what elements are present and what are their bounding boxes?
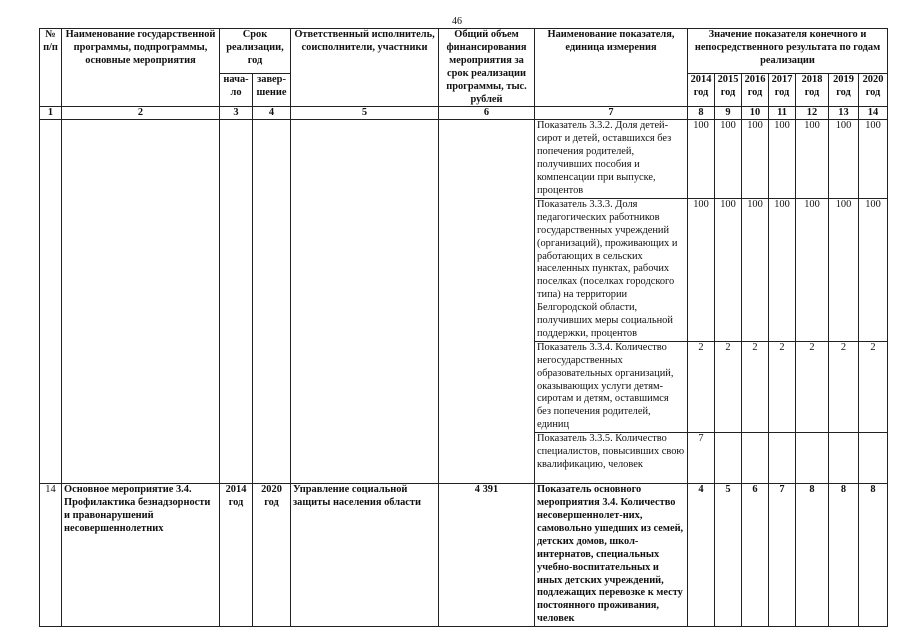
indicator-value: 2 <box>742 341 769 432</box>
activity-name: Основное мероприятие 3.4. Профилактика безнадзорности и правонарушений несовершеннолетних <box>62 484 220 627</box>
indicator-value: 8 <box>796 484 829 627</box>
indicator-value: 2 <box>859 341 888 432</box>
header-indicator: Наименование показателя, единица измерения <box>535 29 688 107</box>
indicator-value <box>715 433 742 484</box>
column-number: 9 <box>715 107 742 120</box>
indicator-value <box>829 433 859 484</box>
header-year: 2017 год <box>769 73 796 107</box>
column-number: 10 <box>742 107 769 120</box>
indicator-value: 5 <box>715 484 742 627</box>
program-table <box>39 28 888 627</box>
indicator-value: 7 <box>688 433 715 484</box>
empty-cell <box>253 120 291 484</box>
indicator-value: 2 <box>715 341 742 432</box>
header-end: завер-шение <box>253 73 291 107</box>
indicator-value: 6 <box>742 484 769 627</box>
indicator-value: 2 <box>796 341 829 432</box>
indicator-value: 100 <box>796 198 829 341</box>
indicator-text: Показатель 3.3.3. Доля педагогических работников государственных учреждений (организаций), проживающих и работающих в сельских населенных пунктах, рабочих поселках (поселках городского типа) на территории Белгородской области, получивших меры социальной поддержки, процентов <box>535 198 688 341</box>
indicator-value: 2 <box>829 341 859 432</box>
indicator-value: 2 <box>769 341 796 432</box>
header-year: 2020 год <box>859 73 888 107</box>
row-number: 14 <box>40 484 62 627</box>
indicator-value: 100 <box>796 120 829 198</box>
indicator-value: 100 <box>829 198 859 341</box>
indicator-value: 4 <box>688 484 715 627</box>
indicator-value: 100 <box>859 120 888 198</box>
indicator-value <box>742 433 769 484</box>
end-year: 2020 год <box>253 484 291 627</box>
column-number: 6 <box>439 107 535 120</box>
indicator-value: 7 <box>769 484 796 627</box>
header-term: Срок реализации, год <box>220 29 291 74</box>
indicator-text: Показатель 3.3.4. Количество негосударственных образовательных организаций, оказывающих услуги детям-сиротам и детям, оставшимся без попечения родителей, единиц <box>535 341 688 432</box>
main-activity-row <box>40 484 888 627</box>
indicator-value <box>796 433 829 484</box>
indicator-text: Показатель основного мероприятия 3.4. Количество несовершеннолет-них, самовольно ушедших из семей, детских домов, школ-интернатов, специальных учебно-воспитательных и иных детских учреждений, подлежащих перевозке к месту постоянного проживания, человек <box>535 484 688 627</box>
page-number: 46 <box>452 16 462 27</box>
empty-cell <box>220 120 253 484</box>
column-number: 1 <box>40 107 62 120</box>
indicator-value: 8 <box>859 484 888 627</box>
header-year: 2014 год <box>688 73 715 107</box>
indicator-value: 100 <box>715 198 742 341</box>
indicator-value: 100 <box>769 198 796 341</box>
indicator-value: 100 <box>688 198 715 341</box>
indicator-value: 100 <box>829 120 859 198</box>
header-year: 2015 год <box>715 73 742 107</box>
header-values: Значение показателя конечного и непосредственного результата по годам реализации <box>688 29 888 74</box>
executor: Управление социальной защиты населения области <box>291 484 439 627</box>
indicator-value <box>859 433 888 484</box>
empty-cell <box>40 120 62 484</box>
indicator-text: Показатель 3.3.2. Доля детей-сирот и детей, оставшихся без попечения родителей, получивших пособия и компенсации при выпуске, процентов <box>535 120 688 198</box>
indicator-value: 2 <box>688 341 715 432</box>
column-number-row <box>40 107 888 120</box>
header-program-name: Наименование государственной программы, подпрограммы, основные мероприятия <box>62 29 220 107</box>
header-executor: Ответственный исполнитель, соисполнители, участники <box>291 29 439 107</box>
indicator-text: Показатель 3.3.5. Количество специалистов, повысивших свою квалификацию, человек <box>535 433 688 484</box>
empty-cell <box>62 120 220 484</box>
empty-cell <box>291 120 439 484</box>
indicator-value: 100 <box>688 120 715 198</box>
indicator-value: 100 <box>742 120 769 198</box>
indicator-value <box>769 433 796 484</box>
indicator-value: 8 <box>829 484 859 627</box>
column-number: 13 <box>829 107 859 120</box>
column-number: 5 <box>291 107 439 120</box>
indicator-value: 100 <box>859 198 888 341</box>
column-number: 8 <box>688 107 715 120</box>
indicator-value: 100 <box>715 120 742 198</box>
column-number: 2 <box>62 107 220 120</box>
column-number: 7 <box>535 107 688 120</box>
column-number: 4 <box>253 107 291 120</box>
empty-cell <box>439 120 535 484</box>
column-number: 12 <box>796 107 829 120</box>
column-number: 14 <box>859 107 888 120</box>
header-funding: Общий объем финансирования мероприятия за срок реализации программы, тыс. рублей <box>439 29 535 107</box>
header-year: 2019 год <box>829 73 859 107</box>
column-number: 11 <box>769 107 796 120</box>
header-number: № п/п <box>40 29 62 107</box>
header-year: 2016 год <box>742 73 769 107</box>
header-year: 2018 год <box>796 73 829 107</box>
indicator-value: 100 <box>742 198 769 341</box>
start-year: 2014 год <box>220 484 253 627</box>
indicator-value: 100 <box>769 120 796 198</box>
indicator-row <box>40 120 888 198</box>
column-number: 3 <box>220 107 253 120</box>
funding-amount: 4 391 <box>439 484 535 627</box>
header-start: нача-ло <box>220 73 253 107</box>
